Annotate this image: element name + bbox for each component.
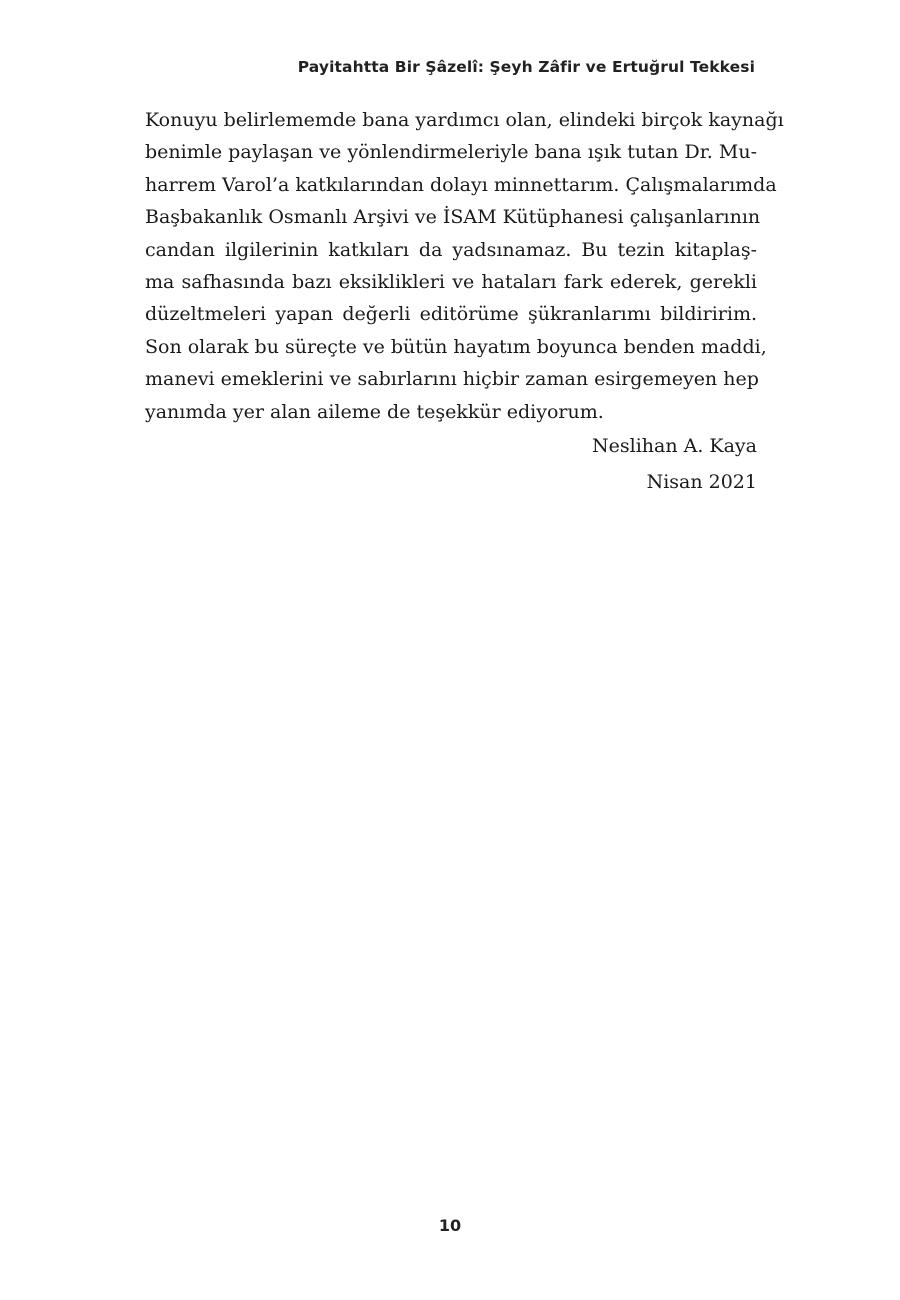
page-number: 10 [438,1216,462,1235]
paragraph-line: yanımda yer alan aileme de teşekkür ediyorum. [145,400,604,423]
paragraph-line: Başbakanlık Osmanlı Arşivi ve İSAM Kütüphanesi çalışanlarının [145,206,761,229]
signature-block [592,428,757,500]
paragraph-line: benimle paylaşan ve yönlendirmeleriyle bana ışık tutan Dr. Mu- [145,141,757,164]
paragraph-line: Son olarak bu süreçte ve bütün hayatım boyunca benden maddi, [145,335,767,358]
paragraph-line: Konuyu belirlememde bana yardımcı olan, elindeki birçok kaynağı [145,109,784,131]
author-name: Neslihan A. Kaya [592,435,757,457]
signature-date: Nisan 2021 [646,471,757,493]
acknowledgement-paragraph [145,104,784,428]
running-header-title: Payitahtta Bir Şâzelî: Şeyh Zâfir ve Ertuğrul Tekkesi [297,58,755,76]
paragraph-line: ma safhasında bazı eksiklikleri ve hataları fark ederek, gerekli [145,271,757,294]
paragraph-line: harrem Varol’a katkılarından dolayı minnettarım. Çalışmalarımda [145,173,777,196]
paragraph-line: manevi emeklerini ve sabırlarını hiçbir zaman esirgemeyen hep [145,368,759,391]
paragraph-line: candan ilgilerinin katkıları da yadsınamaz. Bu tezin kitaplaş- [145,238,757,261]
paragraph-line: düzeltmeleri yapan değerli editörüme şükranlarımı bildiririm. [145,303,757,326]
